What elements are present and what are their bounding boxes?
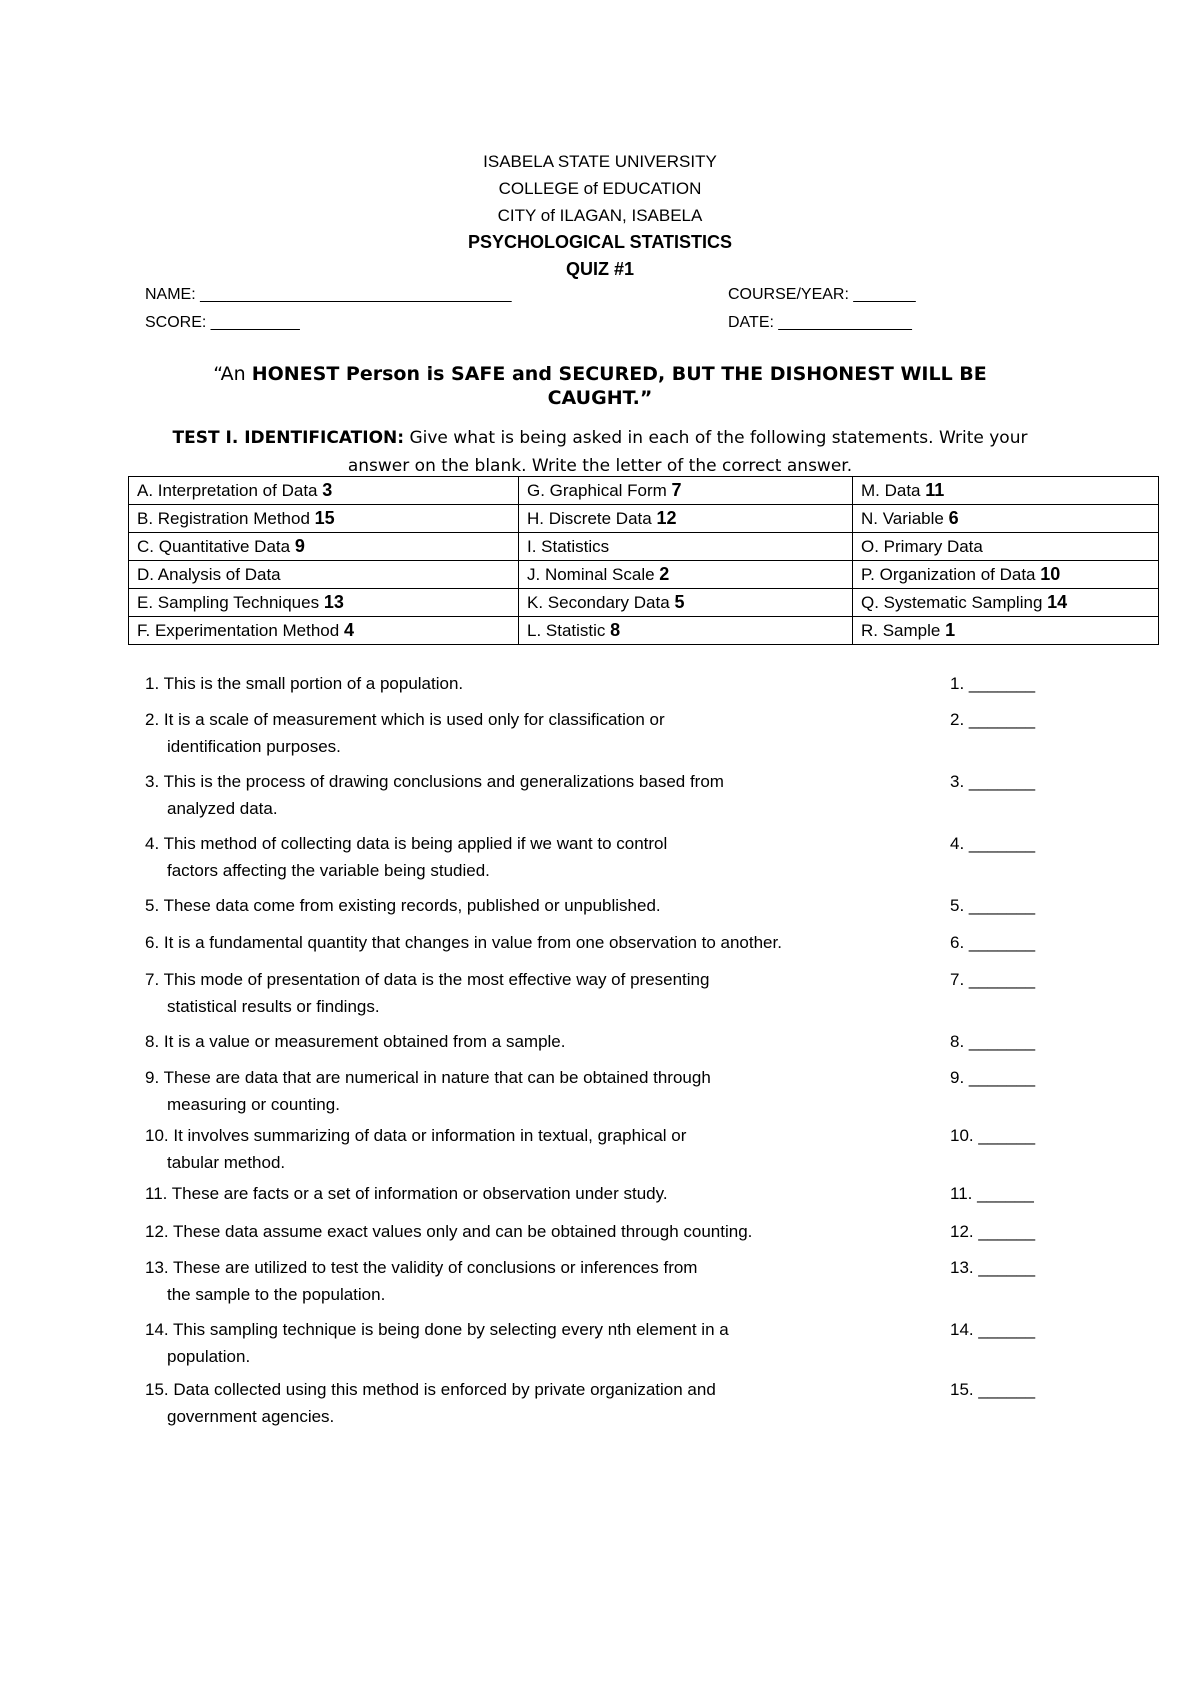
choices-row	[129, 533, 1159, 561]
college-name: COLLEGE of EDUCATION	[498, 179, 702, 198]
answer-blank[interactable]: 10. ______	[950, 1126, 1036, 1145]
score-field[interactable]: SCORE: __________	[145, 314, 300, 331]
question-line-continued: government agencies.	[167, 1407, 335, 1426]
choice-label: G. Graphical Form	[527, 481, 667, 500]
choice-label: D. Analysis of Data	[137, 565, 281, 584]
choice-cell	[853, 505, 1159, 533]
motto	[150, 362, 1050, 410]
question-text	[145, 768, 925, 822]
question-text	[145, 892, 925, 919]
question-text	[145, 966, 925, 1020]
date-field[interactable]: DATE: _______________	[728, 314, 912, 331]
question-line-continued: statistical results or findings.	[167, 997, 380, 1016]
question-line-continued: tabular method.	[167, 1153, 286, 1172]
question-line: 1. This is the small portion of a population.	[145, 674, 464, 693]
test-title: TEST I. IDENTIFICATION:	[172, 428, 405, 448]
choice-label: P. Organization of Data	[861, 565, 1036, 584]
answer-blank[interactable]: 3. _______	[950, 772, 1036, 791]
choice-number: 15	[314, 508, 335, 528]
choice-number: 4	[343, 620, 354, 640]
motto-line2: CAUGHT.”	[547, 387, 653, 409]
question-line-continued: measuring or counting.	[167, 1095, 340, 1114]
choice-cell	[853, 561, 1159, 589]
choice-cell	[129, 617, 519, 645]
question-text	[145, 1376, 925, 1430]
question-line: 11. These are facts or a set of information or observation under study.	[145, 1184, 668, 1203]
answer-blank[interactable]: 8. _______	[950, 1032, 1036, 1051]
choice-number: 12	[656, 508, 677, 528]
question-line-continued: analyzed data.	[167, 799, 278, 818]
question-line: 5. These data come from existing records, published or unpublished.	[145, 896, 661, 915]
choice-label: M. Data	[861, 481, 921, 500]
choice-cell	[519, 617, 853, 645]
choice-cell	[129, 505, 519, 533]
question-text	[145, 1316, 925, 1370]
answer-blank[interactable]: 14. ______	[950, 1320, 1036, 1339]
name-field[interactable]: NAME: ___________________________________	[145, 286, 512, 303]
choice-cell	[519, 477, 853, 505]
choice-number: 1	[945, 620, 956, 640]
choice-label: C. Quantitative Data	[137, 537, 291, 556]
motto-bold: HONEST Person is SAFE and SECURED, BUT THE DISHONEST WILL BE	[251, 363, 987, 385]
choice-number: 9	[294, 536, 305, 556]
question-text	[145, 830, 925, 884]
choice-label: K. Secondary Data	[527, 593, 670, 612]
question-line: 15. Data collected using this method is enforced by private organization and	[145, 1380, 716, 1399]
question-line: 9. These are data that are numerical in nature that can be obtained through	[145, 1068, 711, 1087]
question-line: 6. It is a fundamental quantity that changes in value from one observation to another.	[145, 933, 782, 952]
choices-row	[129, 561, 1159, 589]
choice-label: A. Interpretation of Data	[137, 481, 318, 500]
answer-blank[interactable]: 11. ______	[950, 1184, 1034, 1203]
answer-blank[interactable]: 12. ______	[950, 1222, 1036, 1241]
question-line: 3. This is the process of drawing conclusions and generalizations based from	[145, 772, 724, 791]
choice-cell	[519, 589, 853, 617]
document-header	[0, 148, 1200, 283]
answer-blank[interactable]: 2. _______	[950, 710, 1036, 729]
answer-blank[interactable]: 4. _______	[950, 834, 1036, 853]
choice-number: 7	[671, 480, 682, 500]
choice-number: 3	[322, 480, 333, 500]
question-text	[145, 1122, 925, 1176]
choice-number: 14	[1047, 592, 1068, 612]
choice-label: Q. Systematic Sampling	[861, 593, 1043, 612]
choice-cell	[129, 477, 519, 505]
quiz-title: QUIZ #1	[565, 259, 635, 279]
question-line: 8. It is a value or measurement obtained from a sample.	[145, 1032, 566, 1051]
question-line-continued: factors affecting the variable being studied.	[167, 861, 490, 880]
choice-label: R. Sample	[861, 621, 941, 640]
choices-table	[128, 476, 1159, 645]
choice-label: F. Experimentation Method	[137, 621, 340, 640]
choice-cell	[519, 533, 853, 561]
question-line: 13. These are utilized to test the validity of conclusions or inferences from	[145, 1258, 698, 1277]
choice-number: 10	[1040, 564, 1061, 584]
choice-number: 8	[610, 620, 621, 640]
question-text	[145, 1064, 925, 1118]
choice-label: E. Sampling Techniques	[137, 593, 320, 612]
choice-label: I. Statistics	[527, 537, 610, 556]
choice-number: 2	[659, 564, 670, 584]
question-line: 14. This sampling technique is being done by selecting every nth element in a	[145, 1320, 729, 1339]
choice-cell	[853, 589, 1159, 617]
question-line: 12. These data assume exact values only and can be obtained through counting.	[145, 1222, 753, 1241]
course-year-field[interactable]: COURSE/YEAR: _______	[728, 286, 916, 303]
choice-label: L. Statistic	[527, 621, 606, 640]
answer-blank[interactable]: 15. ______	[950, 1380, 1036, 1399]
choice-label: O. Primary Data	[861, 537, 983, 556]
instructions-line2: answer on the blank. Write the letter of the correct answer.	[347, 456, 853, 476]
question-line: 2. It is a scale of measurement which is used only for classification or	[145, 710, 665, 729]
question-text	[145, 1180, 925, 1207]
question-line-continued: population.	[167, 1347, 251, 1366]
choice-label: B. Registration Method	[137, 509, 310, 528]
choice-number: 11	[925, 480, 945, 500]
choice-cell	[519, 561, 853, 589]
university-name: ISABELA STATE UNIVERSITY	[483, 152, 717, 171]
question-line: 4. This method of collecting data is being applied if we want to control	[145, 834, 668, 853]
choice-cell	[129, 589, 519, 617]
city-name: CITY of ILAGAN, ISABELA	[497, 206, 703, 225]
answer-blank[interactable]: 1. _______	[950, 674, 1036, 693]
answer-blank[interactable]: 13. ______	[950, 1258, 1036, 1277]
choice-number: 6	[948, 508, 959, 528]
question-line-continued: the sample to the population.	[167, 1285, 386, 1304]
choice-cell	[853, 533, 1159, 561]
question-line: 7. This mode of presentation of data is the most effective way of presenting	[145, 970, 710, 989]
question-text	[145, 670, 925, 697]
question-line-continued: identification purposes.	[167, 737, 341, 756]
question-text	[145, 929, 925, 956]
question-text	[145, 1254, 925, 1308]
choice-cell	[129, 561, 519, 589]
question-line: 10. It involves summarizing of data or information in textual, graphical or	[145, 1126, 687, 1145]
answer-blank[interactable]: 9. _______	[950, 1068, 1036, 1087]
test-instructions	[130, 424, 1070, 480]
instructions-line1: Give what is being asked in each of the following statements. Write your	[404, 428, 1028, 448]
question-text	[145, 706, 925, 760]
choices-row	[129, 505, 1159, 533]
choice-cell	[853, 617, 1159, 645]
choices-row	[129, 477, 1159, 505]
choice-cell	[519, 505, 853, 533]
answer-blank[interactable]: 5. _______	[950, 896, 1036, 915]
choice-label: J. Nominal Scale	[527, 565, 655, 584]
choice-cell	[853, 477, 1159, 505]
answer-blank[interactable]: 7. _______	[950, 970, 1036, 989]
motto-open: “An	[213, 363, 252, 385]
subject-title: PSYCHOLOGICAL STATISTICS	[467, 232, 732, 252]
question-text	[145, 1028, 925, 1055]
choice-number: 5	[674, 592, 685, 612]
question-text	[145, 1218, 925, 1245]
answer-blank[interactable]: 6. _______	[950, 933, 1036, 952]
choice-label: N. Variable	[861, 509, 944, 528]
choices-row	[129, 617, 1159, 645]
choice-number: 13	[323, 592, 344, 612]
choice-label: H. Discrete Data	[527, 509, 652, 528]
choice-cell	[129, 533, 519, 561]
choices-row	[129, 589, 1159, 617]
